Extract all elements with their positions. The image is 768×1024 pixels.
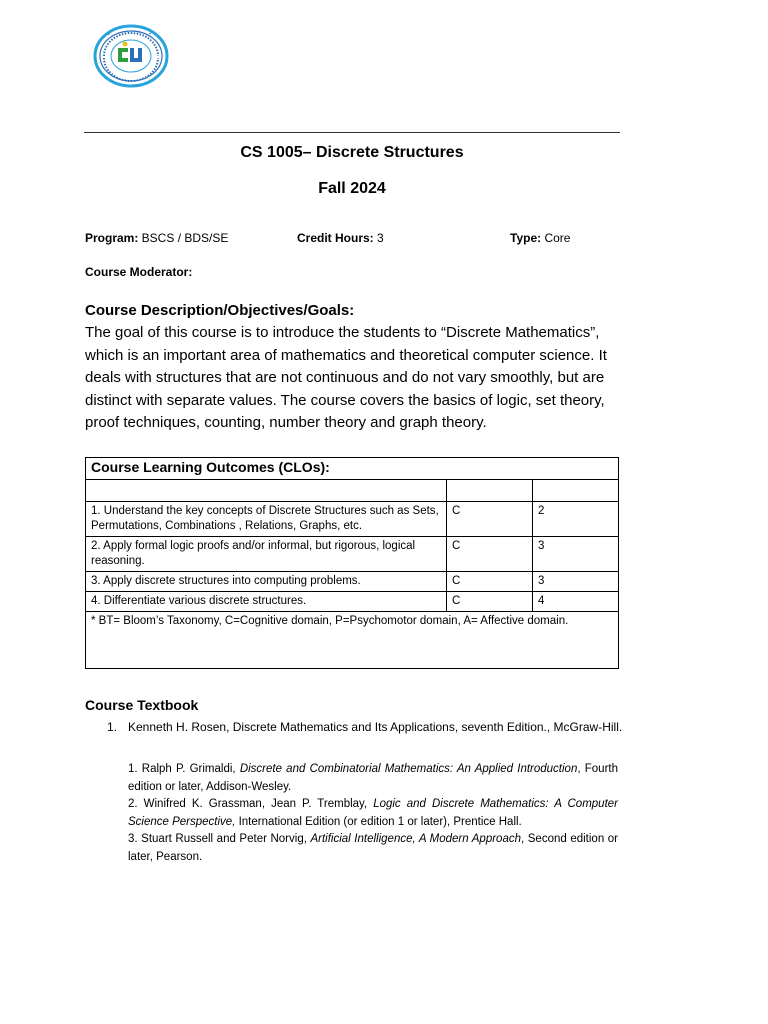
header-divider [84,132,620,133]
university-seal-logo [92,24,170,88]
reference-list [128,761,618,866]
clo-domain: C [447,502,533,537]
textbook-item-text: Kenneth H. Rosen, Discrete Mathematics and Its Applications, seventh Edition., McGraw-Hill. [128,720,623,734]
description-body: The goal of this course is to introduce the students to “Discrete Mathematics”, which is an important area of mathematics and theoretical computer science. It deals with structures that are not continuous and do not vary smoothly, but are distinct with separate values. The course covers the basics of logic, set theory, proof techniques, counting, number theory and graph theory. [85,324,607,431]
reference-item [128,831,618,866]
clo-text: 2. Apply formal logic proofs and/or informal, but rigorous, logical reasoning. [86,537,447,572]
reference-details: International Edition (or edition 1 or later), Prentice Hall. [235,815,522,828]
clo-table-header-row [86,458,619,480]
svg-text:✦: ✦ [147,30,153,37]
course-type-field [510,231,570,245]
clo-domain: C [447,572,533,592]
table-row [86,592,619,612]
course-type-label: Type: [510,231,542,245]
reference-authors: 2. Winifred K. Grassman, Jean P. Tremblay, [128,798,374,810]
clo-level: 3 [533,537,619,572]
credit-hours-value: 3 [373,231,384,245]
course-title: CS 1005– Discrete Structures [240,144,464,161]
textbook-item [107,720,622,734]
clo-domain: C [447,537,533,572]
table-cell [447,480,533,502]
reference-details: , Fourth edition or later, Addison-Wesley. [128,763,618,793]
clo-level: 4 [533,592,619,612]
reference-item [128,796,618,831]
program-field [85,231,228,245]
program-label: Program: [85,231,139,245]
clo-blank-row [86,480,619,502]
clo-level: 3 [533,572,619,592]
reference-title: Logic and Discrete Mathematics: A Computer Science Perspective, [128,798,618,828]
table-row [86,502,619,537]
bloom-taxonomy-note: * BT= Bloom’s Taxonomy, C=Cognitive domain, P=Psychomotor domain, A= Affective domain. [86,612,619,669]
reference-title: Discrete and Combinatorial Mathematics: An Applied Introduction [239,763,578,775]
clo-table [85,457,619,669]
clo-domain: C [447,592,533,612]
program-value: BSCS / BDS/SE [138,231,229,245]
credit-hours-label: Credit Hours: [297,231,374,245]
clo-text: 4. Differentiate various discrete structures. [86,592,447,612]
clo-level: 2 [533,502,619,537]
textbook-heading: Course Textbook [85,697,199,713]
description-heading: Course Description/Objectives/Goals: [85,302,355,319]
table-cell [86,480,447,502]
reference-authors: 3. Stuart Russell and Peter Norvig, [128,833,311,845]
clo-note-row [86,612,619,669]
svg-text:✦: ✦ [106,30,112,37]
clo-heading: Course Learning Outcomes (CLOs): [86,458,619,480]
clo-text: 3. Apply discrete structures into computing problems. [86,572,447,592]
table-row [86,572,619,592]
table-cell [533,480,619,502]
table-row [86,537,619,572]
course-moderator-label: Course Moderator: [85,265,193,279]
credit-hours-field [297,231,384,245]
clo-text: 1. Understand the key concepts of Discrete Structures such as Sets, Permutations, Combinations , Relations, Graphs, etc. [86,502,447,537]
reference-details: , Second edition or later, Pearson. [128,833,619,863]
reference-title: Artificial Intelligence, A Modern Approach [310,833,521,845]
reference-item [128,761,618,796]
reference-authors: 1. Ralph P. Grimaldi, [128,763,240,775]
course-term: Fall 2024 [318,180,386,197]
course-type-value: Core [541,231,571,245]
textbook-item-number: 1. [107,720,118,734]
